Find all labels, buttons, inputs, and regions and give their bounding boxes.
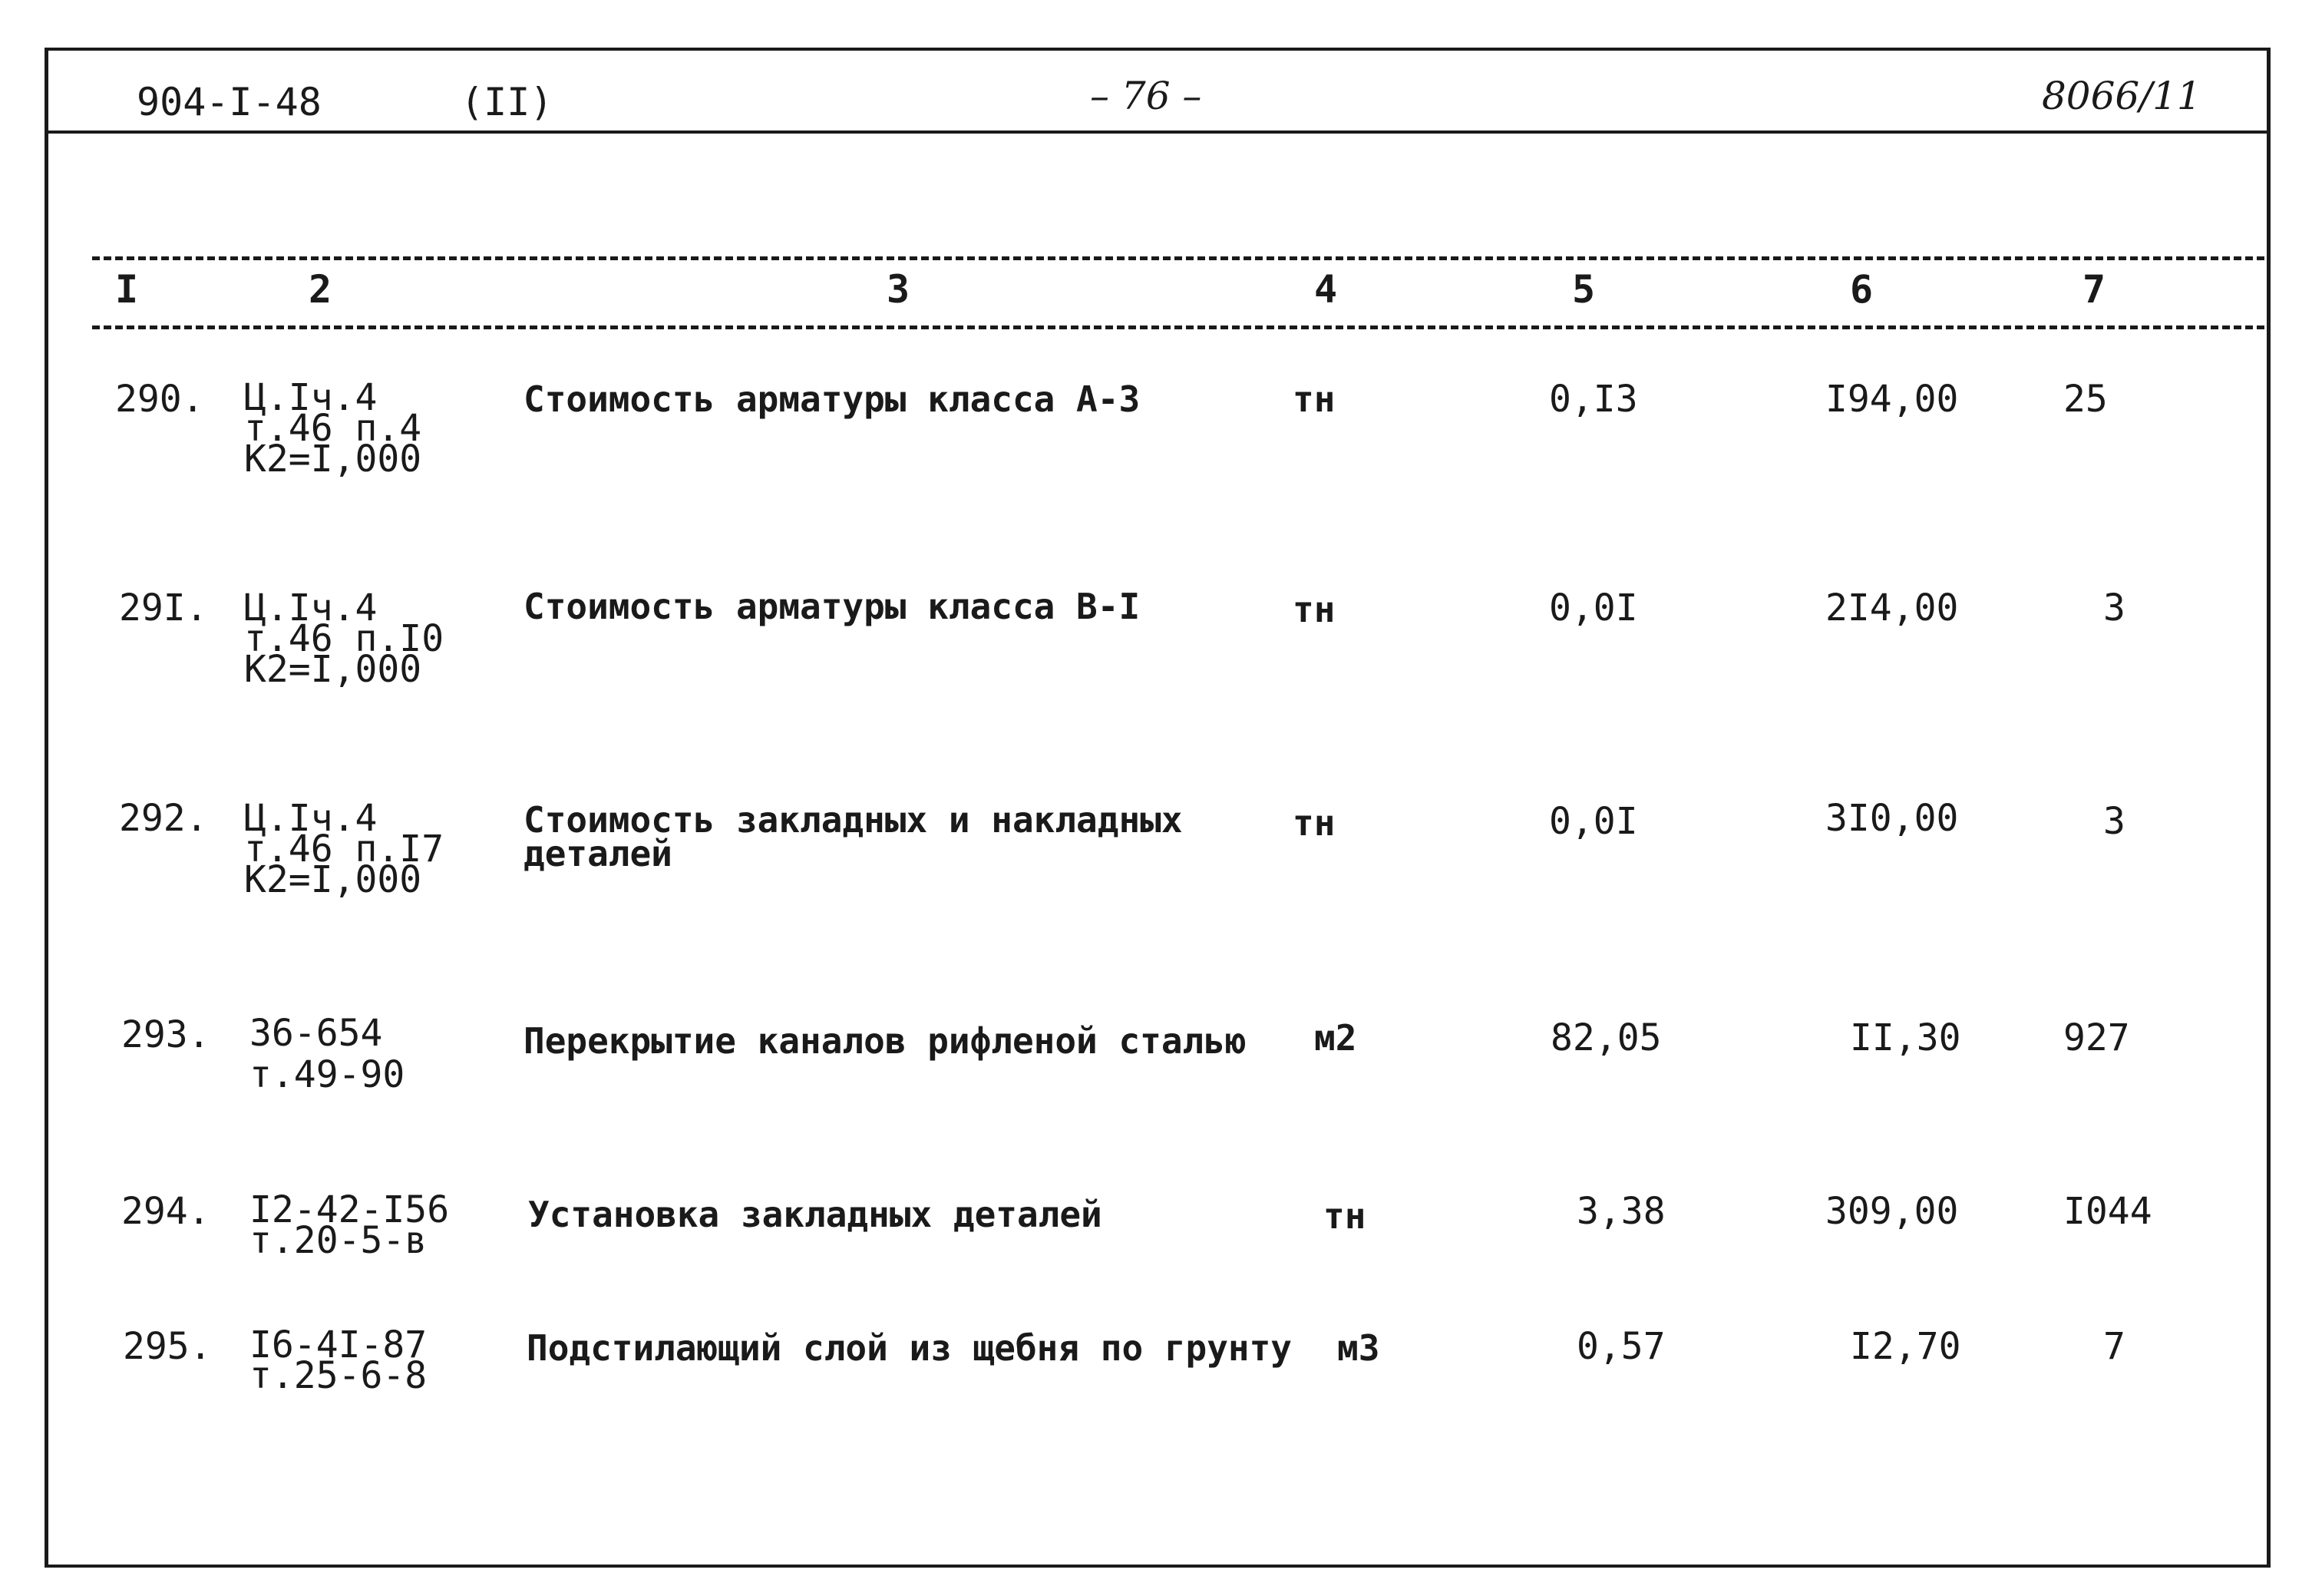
table-row-291-number: 29I. — [119, 587, 208, 629]
sheet-ref: 8066/11 — [2042, 74, 2201, 118]
table-row-295-unit-price: I2,70 — [1850, 1325, 1961, 1368]
table-row-294-unit-price: 309,00 — [1825, 1190, 1959, 1233]
table-row-292-unit-price: 3I0,00 — [1825, 797, 1959, 840]
page-number: – 76 – — [1090, 74, 1202, 118]
table-row-293-total: 927 — [2063, 1016, 2130, 1059]
table-row-294-quantity: 3,38 — [1577, 1190, 1666, 1233]
table-row-295-unit: м3 — [1337, 1327, 1380, 1369]
table-row-290-unit: тн — [1293, 378, 1336, 420]
table-row-294-unit: тн — [1323, 1195, 1366, 1237]
table-row-291-quantity: 0,0I — [1549, 587, 1638, 629]
table-row-292-number: 292. — [119, 797, 208, 840]
table-row-293-unit-price: II,30 — [1850, 1016, 1961, 1059]
table-row-295-number: 295. — [123, 1325, 212, 1368]
table-row-293-quantity: 82,05 — [1551, 1016, 1662, 1059]
table-row-290-total: 25 — [2063, 378, 2108, 421]
column-number-3: 3 — [887, 267, 910, 312]
table-row-295-quantity: 0,57 — [1577, 1325, 1666, 1368]
doc-part: (II) — [461, 80, 553, 124]
table-row-295-total: 7 — [2103, 1325, 2125, 1368]
table-row-292-description: Стоимость закладных и накладных деталей — [524, 799, 1183, 874]
column-header-bottom-rule — [92, 325, 2264, 329]
table-row-294-description: Установка закладных деталей — [528, 1194, 1102, 1235]
header-divider — [45, 131, 2271, 134]
table-row-292-reference: Ц.Iч.4 т.46 п.I7 К2=I,000 — [244, 797, 444, 901]
table-row-290-description: Стоимость арматуры класса А-3 — [524, 378, 1141, 420]
table-row-290-reference: Ц.Iч.4 т.46 п.4 К2=I,000 — [244, 376, 422, 481]
table-row-293-description: Перекрытие каналов рифленой сталью — [524, 1020, 1247, 1062]
table-row-292-total: 3 — [2103, 800, 2125, 843]
table-row-294-number: 294. — [121, 1190, 210, 1233]
doc-code: 904-I-48 — [137, 80, 322, 124]
table-row-292-unit: тн — [1293, 802, 1336, 844]
column-number-1: I — [115, 267, 139, 312]
table-row-291-description: Стоимость арматуры класса В-I — [524, 586, 1141, 627]
table-row-292-quantity: 0,0I — [1549, 800, 1638, 843]
column-number-4: 4 — [1314, 267, 1338, 312]
table-row-291-reference: Ц.Iч.4 т.46 п.I0 К2=I,000 — [244, 587, 444, 691]
column-header-top-rule — [92, 256, 2264, 260]
column-number-7: 7 — [2082, 267, 2106, 312]
table-row-290-unit-price: I94,00 — [1825, 378, 1959, 421]
table-row-290-number: 290. — [115, 378, 204, 421]
table-row-293-unit: м2 — [1314, 1017, 1357, 1059]
table-row-290-quantity: 0,I3 — [1549, 378, 1638, 421]
table-row-295-description: Подстилающий слой из щебня по грунту — [527, 1327, 1292, 1369]
table-row-291-total: 3 — [2103, 587, 2125, 629]
table-row-293-number: 293. — [121, 1013, 210, 1056]
table-row-291-unit: тн — [1293, 589, 1336, 630]
table-row-295-reference: I6-4I-87 т.25-6-8 — [249, 1323, 428, 1397]
table-row-293-reference: 36-654 т.49-90 — [249, 1012, 405, 1096]
table-row-291-unit-price: 2I4,00 — [1825, 587, 1959, 629]
column-number-2: 2 — [309, 267, 332, 312]
column-number-5: 5 — [1572, 267, 1596, 312]
column-number-6: 6 — [1850, 267, 1874, 312]
table-row-294-reference: I2-42-I56 т.20-5-в — [249, 1188, 450, 1262]
table-row-294-total: I044 — [2063, 1190, 2152, 1233]
